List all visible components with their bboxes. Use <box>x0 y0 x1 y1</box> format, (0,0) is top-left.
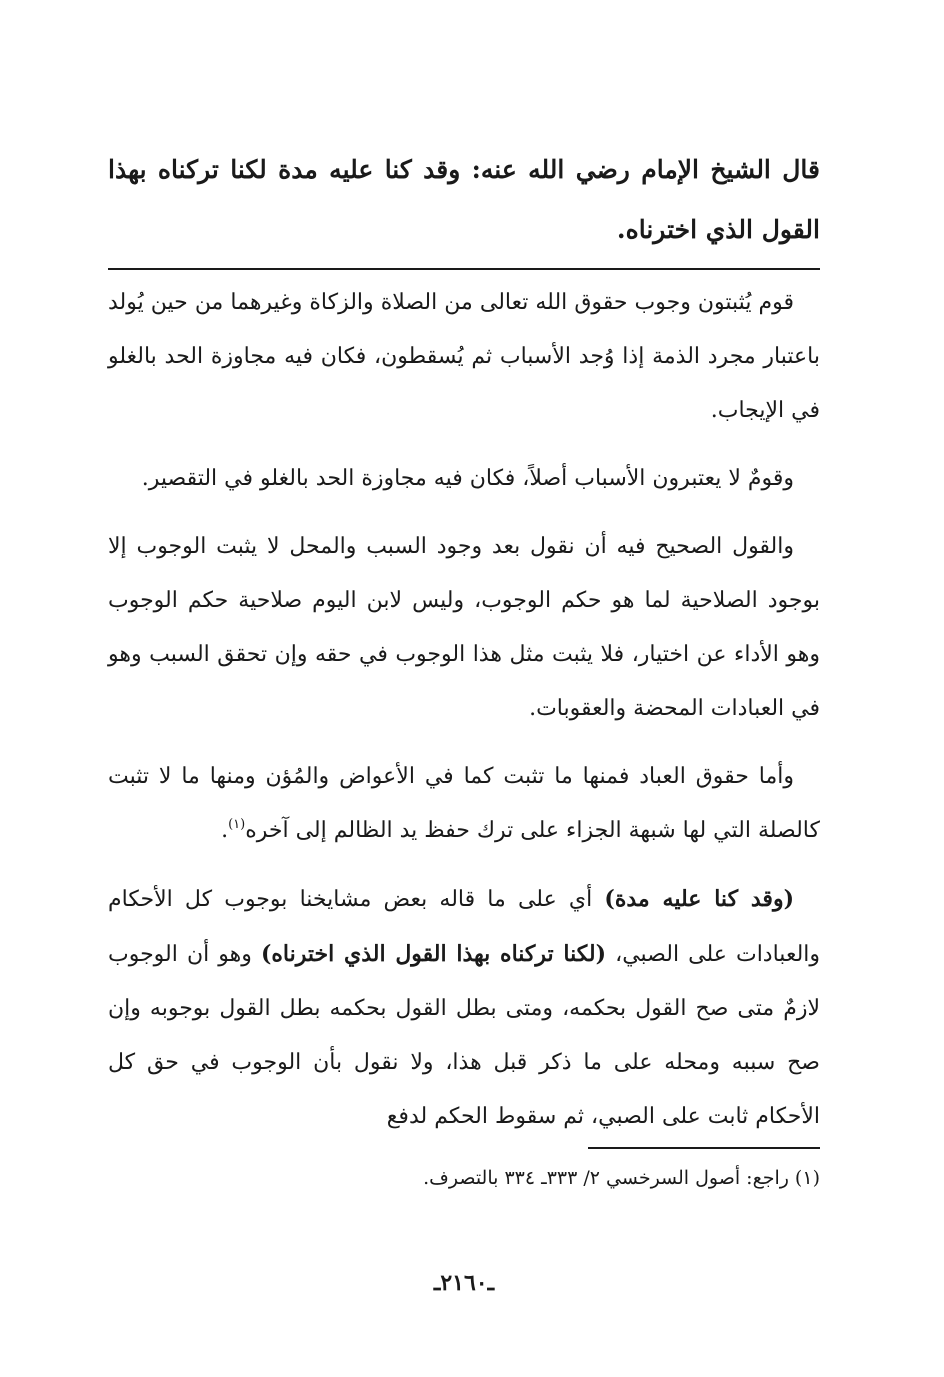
footnote-reference[interactable]: (١) <box>228 817 246 832</box>
footnote-separator <box>588 1147 820 1149</box>
matn-text: قال الشيخ الإمام رضي الله عنه: وقد كنا عليه مدة لكنا تركناه بهذا القول الذي اخترناه. <box>108 155 820 244</box>
paragraph-5-text-2: وهو أن الوجوب لازمٌ متى صح القول بحكمه، ومتى بطل القول بحكمه بطل القول بوجوبه وإن صح سببه ومحله على ما ذكر قبل هذا، ولا نقول بأن الوجوب في حق كل الأحكام ثابت على الصبي، ثم سقوط الحكم لدفع <box>108 942 820 1129</box>
paragraph-4-end: . <box>221 818 229 843</box>
paragraph-1: قوم يُثبتون وجوب حقوق الله تعالى من الصلاة والزكاة وغيرهما من حين يُولد باعتبار مجرد الذمة إذا وُجد الأسباب ثم يُسقطون، فكان فيه مجاوزة الحد بالغلو في الإيجاب. <box>108 290 820 423</box>
quoted-matn-1: (وقد كنا عليه مدة) <box>604 886 794 912</box>
separator-line <box>108 268 820 270</box>
page-number: ـ٢١٦٠ـ <box>433 1270 495 1296</box>
commentary <box>108 276 820 1144</box>
paragraph-4-text: وأما حقوق العباد فمنها ما تثبت كما في الأعواض والمُؤن ومنها ما لا تثبت كالصلة التي لها شبهة الجزاء على ترك حفظ يد الظالم إلى آخره <box>108 764 820 843</box>
paragraph-2: وقومٌ لا يعتبرون الأسباب أصلاً، فكان فيه مجاوزة الحد بالغلو في التقصير. <box>141 466 794 491</box>
book-page <box>108 0 820 1377</box>
paragraph-5-text-1: أي على ما قاله بعض مشايخنا بوجوب كل الأحكام والعبادات على الصبي، <box>108 887 821 967</box>
quoted-matn-2: (لكنا تركناه بهذا القول الذي اخترناه) <box>260 941 607 967</box>
paragraph-5 <box>108 872 820 1144</box>
paragraph-4 <box>108 750 820 858</box>
paragraph-3: والقول الصحيح فيه أن نقول بعد وجود السبب والمحل لا يثبت الوجوب إلا بوجود الصلاحية لما هو حكم الوجوب، وليس لابن اليوم صلاحية حكم الوجوب وهو الأداء عن اختيار، فلا يثبت مثل هذا الوجوب في حقه وإن تحقق السبب وهو في العبادات المحضة والعقوبات. <box>108 534 820 721</box>
footnote: (١) راجع: أصول السرخسي ٢/ ٣٣٣ـ ٣٣٤ بالتصرف. <box>423 1167 820 1189</box>
